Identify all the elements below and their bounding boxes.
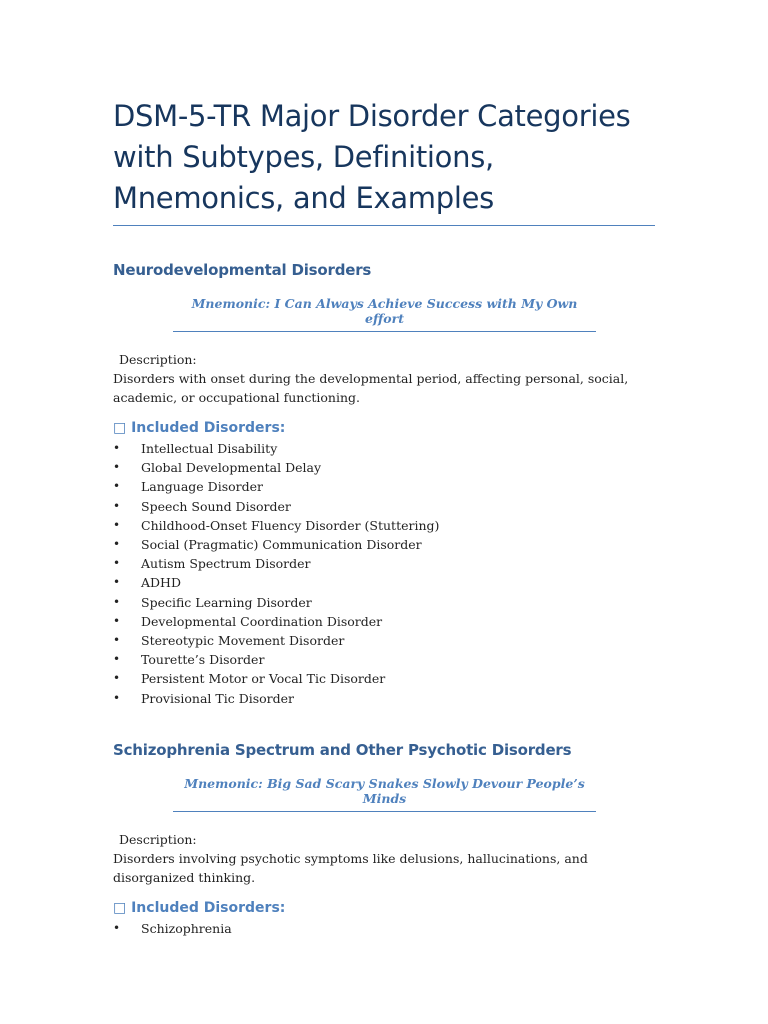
- list-item: • ADHD: [113, 573, 656, 592]
- section-neurodevelopmental: [113, 261, 656, 708]
- bullet-icon: •: [113, 690, 121, 705]
- description-text: Disorders involving psychotic symptoms like delusions, hallucinations, and disorganized thinking.: [113, 850, 588, 885]
- disorder-list: [113, 919, 656, 938]
- list-item: • Speech Sound Disorder: [113, 497, 656, 516]
- bullet-icon: •: [113, 479, 121, 494]
- list-item: • Schizophrenia: [113, 919, 656, 938]
- bullet-icon: •: [113, 517, 121, 532]
- mnemonic-underline: [173, 811, 596, 812]
- bullet-icon: •: [113, 671, 121, 686]
- list-item: • Autism Spectrum Disorder: [113, 554, 656, 573]
- bullet-icon: •: [113, 441, 121, 455]
- document-page: [113, 0, 656, 938]
- description-text: Disorders with onset during the developmental period, affecting personal, social, academic, or occupational functioning.: [113, 371, 629, 405]
- description-label: Description:: [119, 831, 197, 847]
- list-item: • Childhood-Onset Fluency Disorder (Stuttering): [113, 516, 656, 535]
- mnemonic-block: [113, 296, 596, 332]
- description-label: Description:: [119, 352, 197, 367]
- bullet-icon: •: [113, 920, 121, 935]
- bullet-icon: •: [113, 594, 121, 609]
- list-item: • Global Developmental Delay: [113, 458, 656, 477]
- mnemonic-text: Mnemonic: I Can Always Achieve Success with My Own effort: [191, 296, 578, 326]
- title-underline: [113, 225, 655, 226]
- list-item: • Tourette’s Disorder: [113, 650, 656, 669]
- section-heading: Schizophrenia Spectrum and Other Psychotic Disorders: [113, 740, 572, 759]
- bullet-icon: •: [113, 652, 121, 667]
- bullet-icon: •: [113, 613, 121, 628]
- list-item: • Social (Pragmatic) Communication Disorder: [113, 535, 656, 554]
- bullet-icon: •: [113, 633, 121, 648]
- included-disorders-heading: □ Included Disorders:: [113, 420, 286, 436]
- bullet-icon: •: [113, 537, 121, 552]
- list-item: • Persistent Motor or Vocal Tic Disorder: [113, 669, 656, 688]
- section-heading: Neurodevelopmental Disorders: [113, 261, 372, 279]
- mnemonic-block: [113, 776, 596, 812]
- section-schizophrenia-spectrum: [113, 741, 656, 938]
- mnemonic-underline: [173, 331, 596, 332]
- list-item: • Developmental Coordination Disorder: [113, 612, 656, 631]
- list-item: • Language Disorder: [113, 477, 656, 496]
- list-item: • Specific Learning Disorder: [113, 593, 656, 612]
- list-item: • Stereotypic Movement Disorder: [113, 631, 656, 650]
- included-disorders-heading: □ Included Disorders:: [113, 899, 286, 916]
- bullet-icon: •: [113, 556, 121, 571]
- document-title: DSM-5-TR Major Disorder Categories with Subtypes, Definitions, Mnemonics, and Examples: [113, 99, 631, 215]
- disorder-list: [113, 439, 656, 708]
- mnemonic-text: Mnemonic: Big Sad Scary Snakes Slowly Devour People’s Minds: [184, 775, 585, 806]
- bullet-icon: •: [113, 575, 121, 590]
- list-item: • Intellectual Disability: [113, 439, 656, 458]
- list-item: • Provisional Tic Disorder: [113, 689, 656, 708]
- bullet-icon: •: [113, 460, 121, 475]
- bullet-icon: •: [113, 498, 121, 513]
